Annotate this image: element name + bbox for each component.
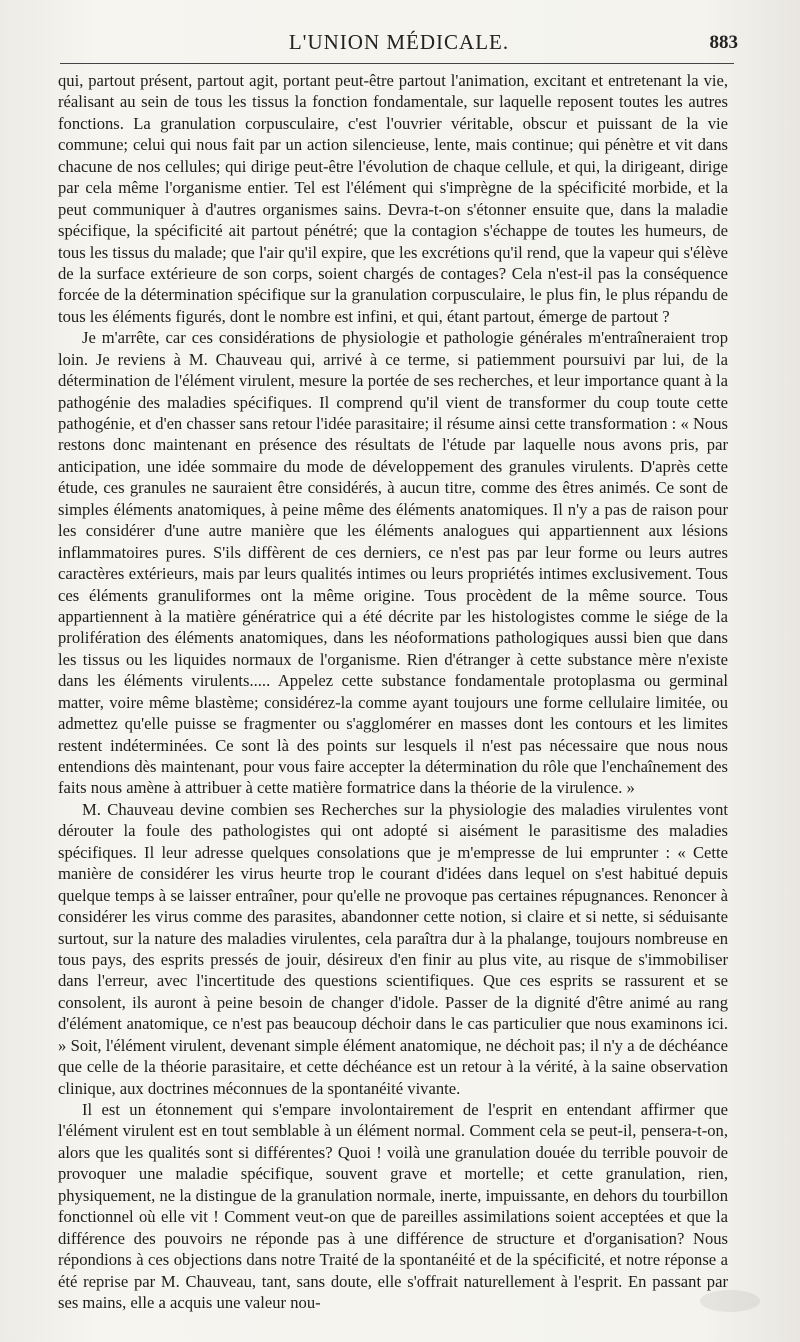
- running-title: L'UNION MÉDICALE.: [288, 30, 510, 54]
- paragraph-3: M. Chauveau devine combien ses Recherches sur la physiologie des maladies virulentes vont dérouter la foule des pathologistes qui ont adopté si aisément le parasitisme des maladies spécifiques. Il leur adresse quelques consolations que je m'empresse de lui emprunter : « Cette manière de considérer les virus heurte trop le courant d'idées dans lequel on s'est habitué depuis quelque temps à se laisser entraîner, pour qu'elle ne provoque pas certaines répugnances. Renoncer à considérer les virus comme des parasites, abandonner cette notion, si claire et si nette, si séduisante surtout, sur la nature des maladies virulentes, cela paraîtra dur à la phalange, toujours nombreuse en tous pays, des esprits pressés de jouir, désireux d'en finir au plus vite, au risque de s'immobiliser dans l'erreur, avec l'incertitude des questions scientifiques. Que ces esprits se rassurent et se consolent, ils auront à peine besoin de changer d'idole. Passer de la dignité d'être animé au rang d'élément anatomique, ce n'est pas beaucoup déchoir dans le cas particulier que nous examinons ici. » Soit, l'élément virulent, devenant simple élément anatomique, ne déchoit pas; il n'y a de déchéance que celle de la théorie parasitaire, et cette déchéance est un retour à la vérité, à la saine observation clinique, aux doctrines méconnues de la spontanéité vivante.: [58, 799, 728, 1098]
- running-head: [60, 30, 738, 60]
- paper-stain: [700, 1290, 760, 1312]
- article-body: [58, 70, 728, 1313]
- page-number: 883: [709, 32, 738, 53]
- paragraph-1: qui, partout présent, partout agit, portant peut-être partout l'animation, excitant et entretenant la vie, réalisant au sein de tous les tissus la fonction fondamentale, sur laquelle reposent toutes les autres fonctions. La granulation corpusculaire, c'est l'ouvrier véritable, obscur et puissant de la vie commune; celui qui nous fait par un action silencieuse, lente, mais continue; qui pénètre et vit dans chacune de nos cellules; qui dirige peut-être l'évolution de chaque cellule, et qui, la dirigeant, dirige par cela même l'organisme entier. Tel est l'élément qui s'imprègne de la spécificité morbide, et la peut communiquer à d'autres organismes sains. Devra-t-on s'étonner ensuite que, dans la maladie spécifique, la spécificité ait partout pénétré; que la contagion s'échappe de toutes les humeurs, de tous les tissus du malade; que l'air qu'il expire, que les excrétions qu'il rend, que la vapeur qui s'élève de la surface extérieure de son corps, soient chargés de contages? Cela n'est-il pas la conséquence forcée de la détermination spécifique sur la granulation corpusculaire, le plus fin, le plus répandu de tous les éléments figurés, dont le nombre est infini, et qui, étant partout, émerge de partout ?: [58, 71, 728, 326]
- paragraph-4: Il est un étonnement qui s'empare involontairement de l'esprit en entendant affirmer que l'élément virulent est en tout semblable à un élément normal. Comment cela se peut-il, pensera-t-on, alors que les qualités sont si différentes? Quoi ! voilà une granulation douée du terrible pouvoir de provoquer une maladie spécifique, souvent grave et mortelle; et cette granulation, rien, physiquement, ne la distingue de la granulation normale, inerte, impuissante, en dehors du tourbillon fonctionnel où elle vit ! Comment veut-on que de pareilles assimilations soient acceptées et que la différence des pouvoirs ne réponde pas à une différence de structure et d'organisation? Nous répondions à ces objections dans notre Traité de la spontanéité et de la spécificité, et notre réponse a été reprise par M. Chauveau, tant, sans doute, elle s'offrait naturellement à l'esprit. En passant par ses mains, elle a acquis une valeur nou-: [58, 1100, 728, 1312]
- header-rule: [60, 63, 734, 64]
- paragraph-2: Je m'arrête, car ces considérations de physiologie et pathologie générales m'entraîneraient trop loin. Je reviens à M. Chauveau qui, arrivé à ce terme, si patiemment poursuivi par lui, de la détermination de l'élément virulent, mesure la portée de ses recherches, et leur importance quant à la pathogénie des maladies spécifiques. Il comprend qu'il vient de transformer du coup toute cette pathogénie, et d'en chasser sans retour l'idée parasitaire; il résume ainsi cette transformation : « Nous restons donc maintenant en présence des résultats de l'étude par laquelle nous avons pris, par anticipation, une idée sommaire du mode de développement des granules virulents. D'après cette étude, ces granules ne sauraient être considérés, à aucun titre, comme des êtres animés. Ce sont de simples éléments anatomiques, à peine même des éléments anatomiques. Il n'y a pas de raison pour les considérer d'une autre manière que les éléments analogues qui appartiennent aux lésions inflammatoires pures. S'ils diffèrent de ces derniers, ce n'est pas par leur forme ou leurs autres caractères extérieurs, mais par leurs qualités intimes ou leurs propriétés intimes exclusivement. Tous ces éléments granuliformes ont la même origine. Tous procèdent de la même source. Tous appartiennent à la matière génératrice qui a été décrite par les histologistes comme le siége de la prolifération des éléments anatomiques, dans les néoformations pathologiques aussi bien que dans les tissus ou les liquides normaux de l'organisme. Rien d'étranger à cette substance mère n'existe dans les éléments virulents..... Appelez cette substance fondamentale protoplasma ou germinal matter, voire même blastème; considérez-la comme ayant toujours une forme cellulaire limitée, ou admettez qu'elle puisse se fragmenter ou s'agglomérer en masses dont les contours et les limites restent indéterminées. Ce sont là des points sur lesquels il n'est pas nécessaire que nous nous entendions dès maintenant, pour vous faire accepter la détermination du rôle que l'enchaînement des faits nous amène à attribuer à cette matière formatrice dans la théorie de la virulence. »: [58, 328, 728, 798]
